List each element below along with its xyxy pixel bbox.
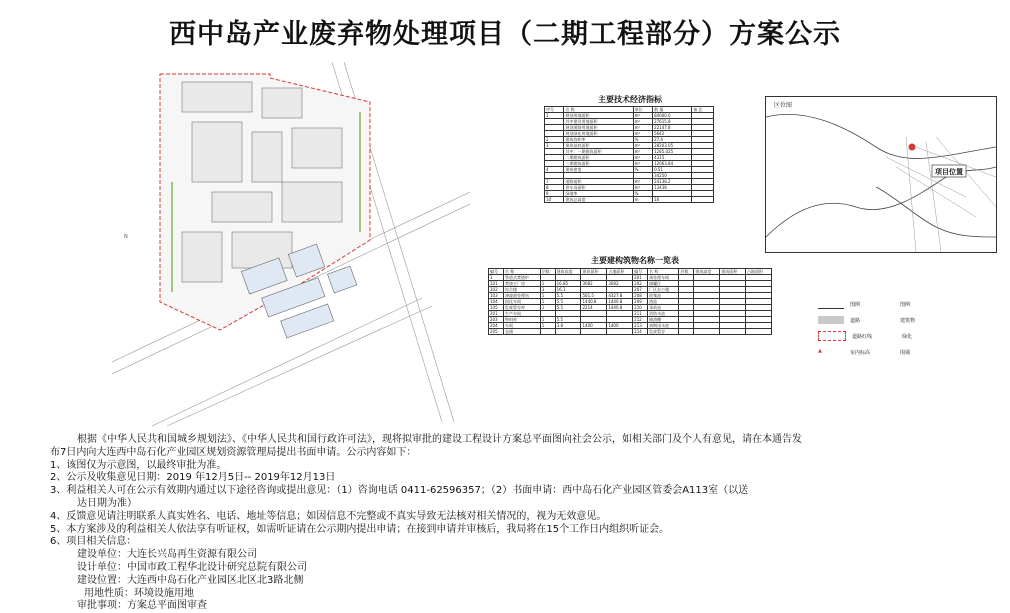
table-cell: 104 [489, 299, 504, 305]
table-cell: % [633, 137, 652, 143]
legend-desc: 围墙 [900, 349, 911, 356]
location-map [765, 96, 997, 253]
legend-symbol [818, 316, 844, 324]
table-cell: m² [633, 131, 652, 137]
project-location-label: 项目位置 [935, 168, 963, 176]
table-cell: 201 [633, 275, 648, 281]
table-cell: 202 [633, 281, 648, 287]
table-cell: 0.51 [653, 167, 692, 173]
table-cell: 10 [545, 197, 564, 203]
table-cell: 201 [489, 311, 504, 317]
table-cell: 16.1 [555, 287, 581, 293]
legend-desc: 图例 [900, 301, 911, 308]
table-cell: 207 [633, 287, 648, 293]
table-cell [694, 329, 720, 335]
table-cell: 收集池 [648, 293, 679, 299]
land-use-info: 用地性质：环境设施用地 [84, 587, 194, 599]
table-cell: 208 [633, 293, 648, 299]
table-cell: 道路面积 [564, 179, 633, 185]
table-cell: % [633, 191, 652, 197]
table-cell: 厂区办公楼 [648, 287, 679, 293]
table-cell: 16.85 [555, 281, 581, 287]
table-cell: 1 [540, 293, 555, 299]
table-cell: 储渣棚 [648, 317, 679, 323]
notice-item-3: 3、利益相关人可在公示有效期内通过以下途径咨询或提出意见：（1）咨询电话 0411-62596357；（2）书面申请：西中岛石化产业园区管委会A113室（以送 [50, 485, 749, 497]
table-cell: 211 [633, 311, 648, 317]
table-cell: 危废暂存库 [503, 305, 540, 311]
table-cell: 209 [633, 299, 648, 305]
table-cell: 213 [633, 323, 648, 329]
designer-info: 设计单位：中国市政工程华北设计研究总院有限公司 [77, 561, 307, 573]
table-cell: 27615.8 [653, 119, 692, 125]
table-cell: 28203.05 [653, 143, 692, 149]
table-cell: 7 [545, 179, 564, 185]
table-cell: m [633, 197, 652, 203]
table-cell: 34250 [653, 173, 692, 179]
legend-symbol [818, 331, 846, 341]
table-cell: 1 [545, 113, 564, 119]
svg-text:N: N [124, 234, 128, 240]
table-cell [540, 329, 555, 335]
table-cell: 3 [540, 287, 555, 293]
table-cell: 212 [633, 317, 648, 323]
table-cell: m² [633, 119, 652, 125]
table-cell: 焚烧主厂房 [503, 281, 540, 287]
legend-row [818, 328, 968, 344]
table-cell: 5.5 [555, 293, 581, 299]
table-cell: 其中：一期建筑面积 [564, 149, 633, 155]
builder-info: 建设单位：大连长兴岛再生资源有限公司 [77, 549, 257, 561]
table-cell: 5.5 [555, 299, 581, 305]
table-cell: 1440.8 [581, 299, 607, 305]
table-cell: m² [633, 113, 652, 119]
notice-item-4: 4、反馈意见请注明联系人真实姓名、电话、地址等信息；如因信息不完整或不真实导致无法核对相关情况的，视为无效意见。 [50, 510, 607, 522]
table-cell: m² [633, 143, 652, 149]
table-cell: 214 [633, 329, 648, 335]
table-cell: 3.8 [555, 323, 581, 329]
table-cell: 编号 [633, 269, 648, 275]
table-cell: 三期建筑面积 [564, 161, 633, 167]
table-cell: 1285.025 [653, 149, 692, 155]
table-cell: 建筑面积 [720, 269, 746, 275]
notice-item-5: 5、本方案涉及的利益相关人依法享有听证权，如需听证请在公示期内提出申请；在接到申请并审核后，我局将在15个工作日内组织听证会。 [50, 523, 670, 535]
legend-label: 道路红线 [852, 333, 873, 340]
notice-intro: 根据《中华人民共和国城乡规划法》、《中华人民共和国行政许可法》，现将拟审批的建设工程设计方案总平面图向社会公示，如相关部门及个人有意见，请在本通告发 [77, 434, 802, 445]
table-cell: m² [633, 155, 652, 161]
table-cell: m² [633, 185, 652, 191]
legend-row [818, 344, 968, 360]
table-cell: 规划道路用地面积 [564, 125, 633, 131]
table-cell: 2214 [581, 305, 607, 311]
table-cell: 1 [540, 281, 555, 287]
table-cell: 数 量 [653, 107, 692, 113]
table-cell: 5.5 [555, 305, 581, 311]
table-cell: 1440.8 [607, 305, 633, 311]
table-cell: 5642 [653, 131, 692, 137]
table-cell: 102 [489, 287, 504, 293]
table-cell: 车间 [503, 323, 540, 329]
table-cell: 5.5 [555, 317, 581, 323]
table-cell: 名 称 [648, 269, 679, 275]
table-cell: % [633, 167, 652, 173]
buildings-table [488, 268, 772, 335]
legend-desc: 建筑物 [900, 317, 916, 324]
table-cell [555, 329, 581, 335]
table-cell: 27.4 [653, 137, 692, 143]
table-cell: 编号 [489, 269, 504, 275]
table2-title: 主要建构筑物名称一览表 [591, 256, 679, 265]
legend-row [818, 312, 968, 328]
site-plan-drawing [112, 62, 470, 426]
table-cell: 501.5 [581, 293, 607, 299]
notice-item-2: 2、公示及收集意见日期：2019 年12月5日-- 2019年12月13日 [50, 472, 336, 484]
table-cell: 仓储 [503, 329, 540, 335]
table-cell: 绿地率 [564, 191, 633, 197]
table-cell: 22147.8 [653, 125, 692, 131]
table-cell [607, 329, 633, 335]
table-cell [679, 329, 694, 335]
table-cell: 3082 [581, 281, 607, 287]
table-cell: m² [633, 149, 652, 155]
notice-intro-cont: 布7日内向大连西中岛石化产业园区规划资源管理局提出书面申请。公示内容如下： [50, 446, 417, 458]
notice-text [50, 434, 950, 613]
notice-item-3-cont: 达日期为准） [77, 497, 137, 509]
table-cell: 建筑密度 [564, 167, 633, 173]
table-cell: 1440.8 [607, 299, 633, 305]
table-cell: 综合楼 [503, 287, 540, 293]
table-cell: 204 [489, 323, 504, 329]
table-cell: 初期雨水池 [648, 323, 679, 329]
table-cell: m² [633, 161, 652, 167]
notice-item-6: 6、项目相关信息： [50, 536, 137, 548]
table-cell: 24138.2 [653, 179, 692, 185]
location-info: 建设位置：大连西中岛石化产业园区北区北3路北侧 [77, 574, 304, 586]
table-cell: 生产车间 [503, 311, 540, 317]
table-cell: 210 [633, 305, 648, 311]
table-cell: 管道式焚烧炉 [503, 275, 540, 281]
table-cell: 名 称 [564, 107, 633, 113]
table-cell [581, 329, 607, 335]
table-cell: 层数 [679, 269, 694, 275]
table-cell: 103 [489, 293, 504, 299]
table-cell: 101 [489, 281, 504, 287]
table-cell: 1 [540, 323, 555, 329]
table-cell: 物料库 [503, 317, 540, 323]
table-cell: 预处理车间 [648, 275, 679, 281]
legend-symbol [818, 300, 844, 309]
approval-info: 审批事项：方案总平面图审查 [77, 600, 207, 612]
legend-desc: 绿化 [902, 333, 913, 340]
table-cell: 1400 [581, 323, 607, 329]
legend-label: 图例 [850, 301, 861, 308]
legend [818, 296, 968, 360]
table-cell: 层数 [540, 269, 555, 275]
table-cell: m² [633, 179, 652, 185]
table-cell: 序号 [545, 107, 564, 113]
table-cell: 名 称 [503, 269, 540, 275]
table-cell: 二期建筑面积 [564, 155, 633, 161]
legend-row [818, 296, 968, 312]
table-cell: 消防水池 [648, 311, 679, 317]
table-cell: 12063.84 [653, 161, 692, 167]
table-cell: m² [633, 125, 652, 131]
table-cell: 建筑高度 [694, 269, 720, 275]
table-row [489, 329, 772, 335]
location-map-caption: 区位图 [774, 102, 793, 109]
table-cell [720, 329, 746, 335]
table-cell [746, 329, 772, 335]
table-cell: 事故池 [648, 305, 679, 311]
table-cell [692, 197, 714, 203]
table-cell: 4 [545, 167, 564, 173]
table-cell: 建筑面积 [581, 269, 607, 275]
table-cell: 建筑容积率 [564, 137, 633, 143]
table-cell: 渣池 [648, 299, 679, 305]
table-cell: 固化车间 [503, 299, 540, 305]
table-cell: 1 [540, 317, 555, 323]
table-cell: 规划用地面积 [564, 113, 633, 119]
table-row [545, 197, 714, 203]
table-cell: 占地面积 [607, 269, 633, 275]
page-title: 西中岛产业废弃物处理项目（二期工程部分）方案公示 [169, 19, 841, 50]
legend-label: 室内标高 [850, 349, 871, 356]
table-cell: 1 [489, 275, 504, 281]
table-cell: 2 [545, 137, 564, 143]
table-cell: 规划绿化用地面积 [564, 131, 633, 137]
technical-indicators-table [544, 106, 714, 203]
table-cell: 203 [489, 317, 504, 323]
table-cell: 84000.0 [653, 113, 692, 119]
table-cell: 单位 [633, 107, 652, 113]
table-cell: 9 [545, 191, 564, 197]
table-cell: 205 [489, 329, 504, 335]
table-cell: 3 [545, 143, 564, 149]
table-cell: 1400 [607, 323, 633, 329]
table-cell: 占地面积 [746, 269, 772, 275]
table-cell: 其中建设用地面积 [564, 119, 633, 125]
table1-title: 主要技术经济指标 [598, 95, 662, 104]
notice-item-1: 1、该图仅为示意图，以最终审批为准。 [50, 459, 227, 471]
table-cell: 8 [545, 185, 564, 191]
table-cell: 105 [489, 305, 504, 311]
table-cell: 储罐区 [648, 281, 679, 287]
table-cell: 建筑基底面积 [564, 143, 633, 149]
table-cell: 13438 [653, 185, 692, 191]
table-cell: 4315 [653, 155, 692, 161]
table-cell: 建筑总高度 [564, 197, 633, 203]
table-cell: 渗滤液处理站 [503, 293, 540, 299]
legend-symbol: ▲ [818, 348, 822, 354]
table-cell: 危废暂存 [648, 329, 679, 335]
table-cell: 备 注 [692, 107, 714, 113]
table-cell: 1 [540, 305, 555, 311]
table-cell: 4327.8 [607, 293, 633, 299]
table-cell: 3082 [607, 281, 633, 287]
legend-label: 道路 [850, 317, 861, 324]
table-cell: 1 [540, 299, 555, 305]
table-cell: 建筑高度 [555, 269, 581, 275]
table-cell: 16 [653, 197, 692, 203]
table-cell: 停车场面积 [564, 185, 633, 191]
